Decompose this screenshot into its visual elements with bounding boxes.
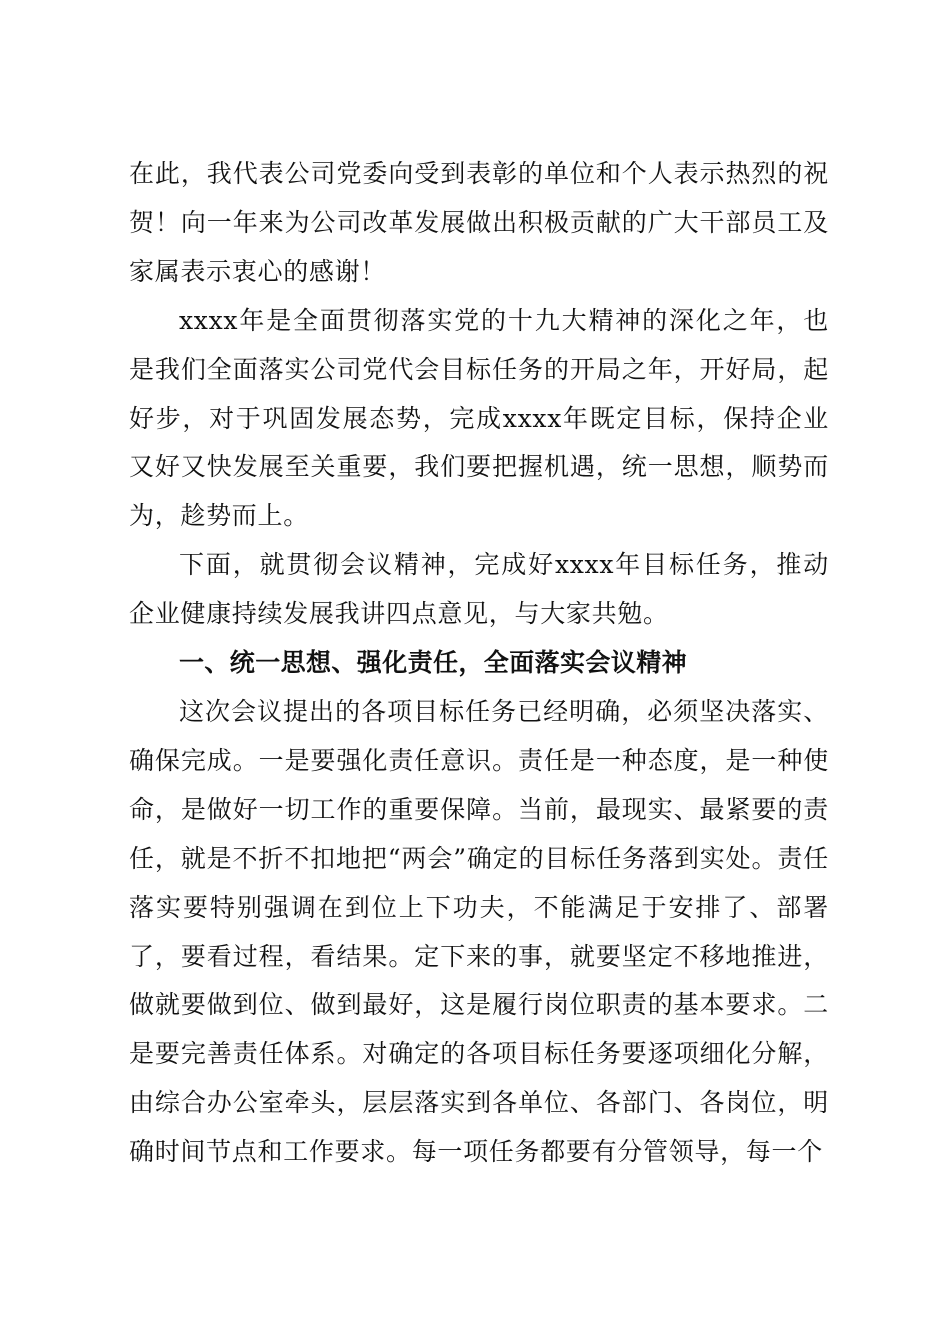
paragraph-year-significance: xxxx年是全面贯彻落实党的十九大精神的深化之年，也是我们全面落实公司党代会目标任务的开局之年，开好局，起好步，对于巩固发展态势，完成xxxx年既定目标，保持企业又好又快发展至关重要，我们要把握机遇，统一思想，顺势而为，趁势而上。: [129, 305, 829, 531]
document-body: [129, 150, 829, 1177]
paragraph-four-opinions: 下面，就贯彻会议精神，完成好xxxx年目标任务，推动企业健康持续发展我讲四点意见，与大家共勉。: [129, 550, 829, 629]
paragraph-congratulations: 在此，我代表公司党委向受到表彰的单位和个人表示热烈的祝贺！向一年来为公司改革发展做出积极贡献的广大干部员工及家属表示衷心的感谢！: [129, 159, 829, 286]
paragraph-section-1-body: 这次会议提出的各项目标任务已经明确，必须坚决落实、确保完成。一是要强化责任意识。责任是一种态度，是一种使命，是做好一切工作的重要保障。当前，最现实、最紧要的责任，就是不折不扣地把“两会”确定的目标任务落到实处。责任落实要特别强调在到位上下功夫，不能满足于安排了、部署了，要看过程，看结果。定下来的事，就要坚定不移地推进，做就要做到位、做到最好，这是履行岗位职责的基本要求。二是要完善责任体系。对确定的各项目标任务要逐项细化分解，由综合办公室牵头，层层落实到各单位、各部门、各岗位，明确时间节点和工作要求。每一项任务都要有分管领导，每一个: [129, 696, 829, 1167]
section-heading-1: 一、统一思想、强化责任，全面落实会议精神: [179, 648, 688, 678]
